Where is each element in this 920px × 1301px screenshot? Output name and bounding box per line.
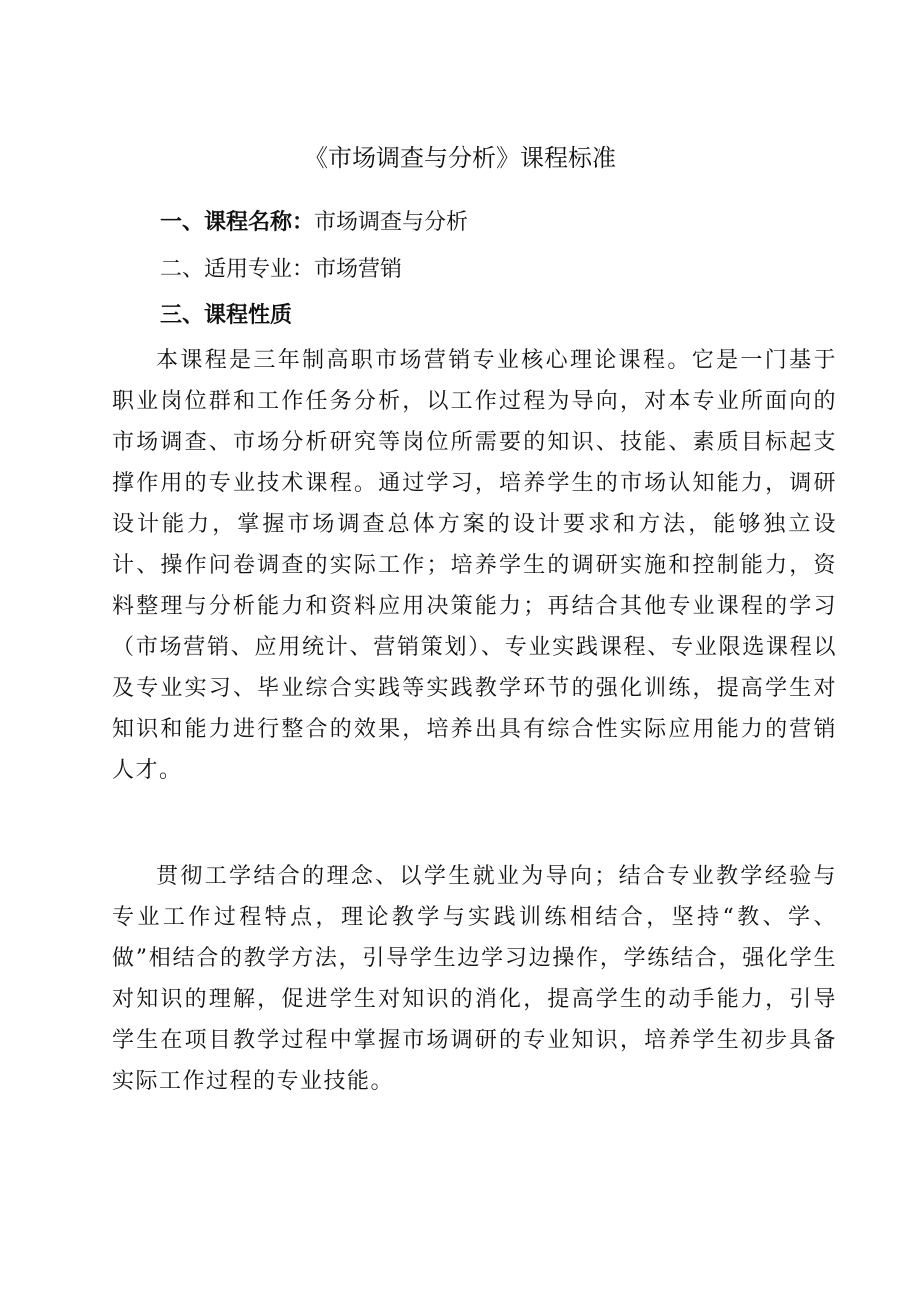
document-title: 《市场调查与分析》课程标准	[304, 144, 616, 172]
course-nature-paragraph-2: 贯彻工学结合的理念、以学生就业为导向；结合专业教学经验与专业工作过程特点，理论教学与实践训练相结合，坚持“教、学、做”相结合的教学方法，引导学生边学习边操作，学练结合，强化学生对知识的理解，促进学生对知识的消化，提高学生的动手能力，引导学生在项目教学过程中掌握市场调研的专业知识，培养学生初步具备实际工作过程的专业技能。	[112, 864, 837, 1094]
course-name-line	[160, 202, 468, 243]
section-heading-course-nature: 三、课程性质	[160, 302, 293, 328]
major-label: 二、适用专业：	[160, 257, 315, 282]
major-value: 市场营销	[314, 257, 403, 282]
major-line	[160, 250, 402, 290]
course-name-value: 市场调查与分析	[314, 210, 469, 235]
course-name-label: 一、课程名称：	[160, 209, 315, 235]
course-nature-paragraph-1: 本课程是三年制高职市场营销专业核心理论课程。它是一门基于职业岗位群和工作任务分析，以工作过程为导向，对本专业所面向的市场调查、市场分析研究等岗位所需要的知识、技能、素质目标起支撑作用的专业技术课程。通过学习，培养学生的市场认知能力，调研设计能力，掌握市场调查总体方案的设计要求和方法，能够独立设计、操作问卷调查的实际工作；培养学生的调研实施和控制能力，资料整理与分析能力和资料应用决策能力；再结合其他专业课程的学习（市场营销、应用统计、营销策划）、专业实践课程、专业限选课程以及专业实习、毕业综合实践等实践教学环节的强化训练，提高学生对知识和能力进行整合的效果，培养出具有综合性实际应用能力的营销人才。	[112, 348, 837, 783]
